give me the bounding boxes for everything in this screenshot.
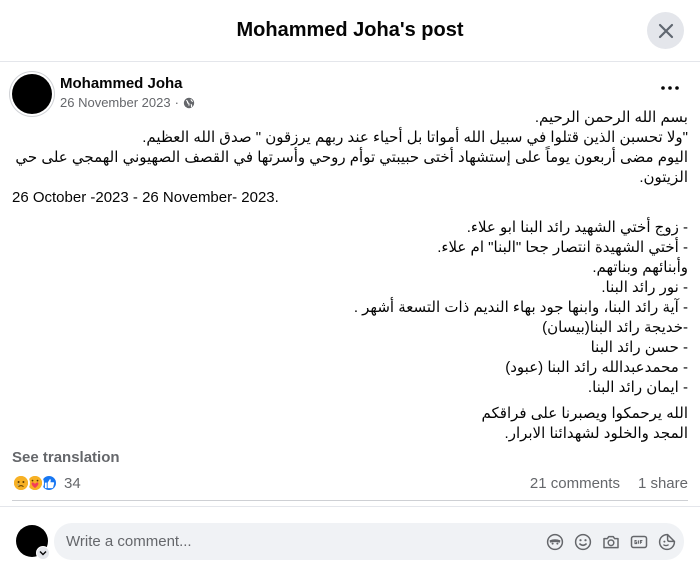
- comments-count-link[interactable]: 21 comments: [529, 475, 620, 492]
- camera-icon[interactable]: [601, 532, 620, 551]
- name-item: وأبنائهم وبناتهم.: [592, 259, 688, 276]
- name-item: - ايمان رائد البنا.: [587, 379, 688, 396]
- dialog-title: Mohammed Joha's post: [236, 19, 464, 41]
- meta-separator: ·: [174, 95, 179, 110]
- gif-icon[interactable]: [629, 532, 648, 551]
- post-body: [12, 108, 688, 444]
- sad-icon: [12, 474, 30, 492]
- author-name[interactable]: Mohammed Joha: [60, 75, 183, 92]
- sticker-icon[interactable]: [657, 532, 676, 551]
- close-icon: [658, 23, 674, 39]
- post-line: اليوم مضى أربعون يوماً على إستشهاد أختى حبيبتي توأم روحي وأسرتها في القصف الصهيوني الهمجي على حي الزيتون.: [15, 149, 688, 186]
- name-item: -خديجة رائد البنا(بيسان): [542, 319, 688, 336]
- reactions-summary[interactable]: [12, 473, 81, 493]
- post-dates-line: 26 October -2023 - 26 November- 2023.: [12, 189, 279, 206]
- shares-count-link[interactable]: 1 share: [637, 475, 688, 492]
- emoji-icon[interactable]: [573, 532, 592, 551]
- reaction-count[interactable]: 34: [64, 474, 81, 492]
- post-line: بسم الله الرحمن الرحيم.: [534, 109, 688, 126]
- avatar-dropdown-badge[interactable]: [36, 546, 50, 560]
- more-options-button[interactable]: [658, 80, 682, 96]
- avatar-sticker-icon[interactable]: [545, 532, 564, 551]
- chevron-down-icon: [39, 550, 47, 556]
- comment-box: [54, 523, 684, 560]
- globe-icon: [183, 97, 195, 109]
- name-item: - أختي الشهيدة انتصار جحا "البنا" ام علاء.: [437, 239, 688, 256]
- name-item: - حسن رائد البنا: [590, 339, 688, 356]
- composer-tools: [545, 532, 676, 551]
- name-item: - محمدعبدالله رائد البنا (عبود): [505, 359, 688, 376]
- comment-input[interactable]: [66, 523, 506, 560]
- name-item: - زوج أختي الشهيد رائد البنا ابو علاء.: [466, 219, 688, 236]
- post-line: "ولا تحسبن الذين قتلوا في سبيل الله أمواتا بل أحياء عند ربهم يرزقون " صدق الله العظيم.: [142, 129, 688, 146]
- dialog-header: [0, 0, 700, 62]
- more-icon: [661, 86, 679, 90]
- see-translation-link[interactable]: See translation: [12, 449, 120, 466]
- closing-line: المجد والخلود لشهدائنا الابرار.: [504, 425, 688, 442]
- engagement-counts: [530, 475, 688, 492]
- closing-line: الله يرحمكوا ويصبرنا على فراقكم: [481, 405, 688, 422]
- name-item: - آية رائد البنا، وابنها جود بهاء النديم ذات التسعة أشهر .: [353, 299, 688, 316]
- divider: [12, 500, 688, 501]
- close-button[interactable]: [647, 12, 684, 49]
- name-item: - نور رائد البنا.: [601, 279, 688, 296]
- post-date[interactable]: 26 November 2023: [60, 95, 171, 110]
